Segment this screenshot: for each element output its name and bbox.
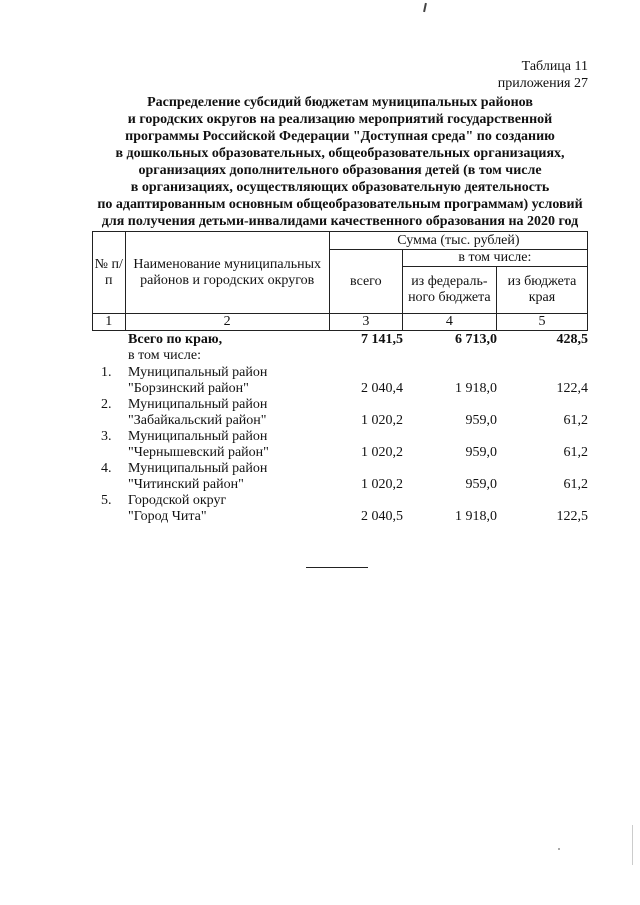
row-name-type: Муниципальный район: [128, 429, 268, 444]
table-row: [0, 429, 640, 461]
row-number: 2.: [101, 397, 112, 412]
total-label: Всего по краю,: [128, 332, 223, 347]
table-row: [0, 461, 640, 493]
scan-dot: [558, 848, 560, 850]
table-header: [92, 231, 588, 331]
row-number: 1.: [101, 365, 112, 380]
title-line: для получения детьми-инвалидами качественного образования на 2020 год: [101, 214, 579, 229]
row-number: 3.: [101, 429, 112, 444]
row-name-type: Муниципальный район: [128, 397, 268, 412]
caption-table-number: Таблица 11: [521, 59, 588, 74]
index-cell: 3: [329, 314, 402, 331]
table-body: [0, 332, 640, 525]
caption-appendix: приложения 27: [497, 76, 588, 91]
table-caption: [498, 58, 588, 92]
header-federal: из федераль-ного бюджета: [402, 267, 496, 314]
row-total: 1 020,2: [361, 477, 403, 492]
scan-mark: [423, 3, 427, 12]
header-total: всего: [329, 250, 402, 314]
including-row: [0, 348, 640, 365]
row-name-title: "Забайкальский район": [128, 413, 267, 428]
row-total: 1 020,2: [361, 413, 403, 428]
row-regional: 122,5: [556, 509, 588, 524]
header-regional: из бюджета края: [496, 267, 587, 314]
header-name: Наименование муниципальных районов и городских округов: [125, 232, 329, 314]
table-row: [0, 493, 640, 525]
row-name: [128, 493, 226, 525]
row-total: 2 040,4: [361, 381, 403, 396]
row-name-title: "Борзинский район": [128, 381, 249, 396]
total-federal: 6 713,0: [455, 332, 497, 347]
scan-edge: [632, 825, 633, 865]
total-value: 7 141,5: [361, 332, 403, 347]
index-cell: 1: [93, 314, 126, 331]
table-row: [0, 365, 640, 397]
index-cell: 2: [125, 314, 329, 331]
row-name: [128, 429, 269, 461]
title-line: организациях дополнительного образования детей (в том числе: [138, 163, 542, 178]
row-total: 2 040,5: [361, 509, 403, 524]
row-name: [128, 461, 267, 493]
total-regional: 428,5: [556, 332, 588, 347]
row-total: 1 020,2: [361, 445, 403, 460]
header-sum: Сумма (тыс. рублей): [329, 232, 587, 250]
row-number: 4.: [101, 461, 112, 476]
document-title: [60, 94, 620, 230]
row-name: [128, 365, 267, 397]
title-line: и городских округов на реализацию мероприятий государственной: [127, 112, 553, 127]
title-line: в дошкольных образовательных, общеобразовательных организациях,: [115, 146, 565, 161]
row-regional: 61,2: [563, 445, 588, 460]
row-regional: 61,2: [563, 413, 588, 428]
row-federal: 959,0: [465, 413, 497, 428]
header-including: в том числе:: [402, 250, 587, 267]
title-line: в организациях, осуществляющих образовательную деятельность: [130, 180, 550, 195]
title-line: Распределение субсидий бюджетам муниципальных районов: [147, 95, 533, 110]
row-name: [128, 397, 267, 429]
header-num: № п/п: [93, 232, 126, 314]
row-name-title: "Читинский район": [128, 477, 244, 492]
row-number: 5.: [101, 493, 112, 508]
row-federal: 959,0: [465, 477, 497, 492]
row-name-type: Муниципальный район: [128, 365, 268, 380]
total-row: [0, 332, 640, 348]
end-rule: [306, 567, 368, 568]
index-cell: 4: [402, 314, 496, 331]
title-line: по адаптированным основным общеобразовательным программам) условий: [97, 197, 583, 212]
title-line: программы Российской Федерации "Доступная среда" по созданию: [125, 129, 555, 144]
row-name-title: "Чернышевский район": [128, 445, 269, 460]
row-federal: 1 918,0: [455, 381, 497, 396]
row-regional: 61,2: [563, 477, 588, 492]
index-cell: 5: [496, 314, 587, 331]
row-federal: 1 918,0: [455, 509, 497, 524]
row-name-type: Муниципальный район: [128, 461, 268, 476]
row-federal: 959,0: [465, 445, 497, 460]
row-name-title: "Город Чита": [128, 509, 207, 524]
row-name-type: Городской округ: [128, 493, 227, 508]
table-row: [0, 397, 640, 429]
including-label: в том числе:: [128, 348, 201, 363]
row-regional: 122,4: [556, 381, 588, 396]
